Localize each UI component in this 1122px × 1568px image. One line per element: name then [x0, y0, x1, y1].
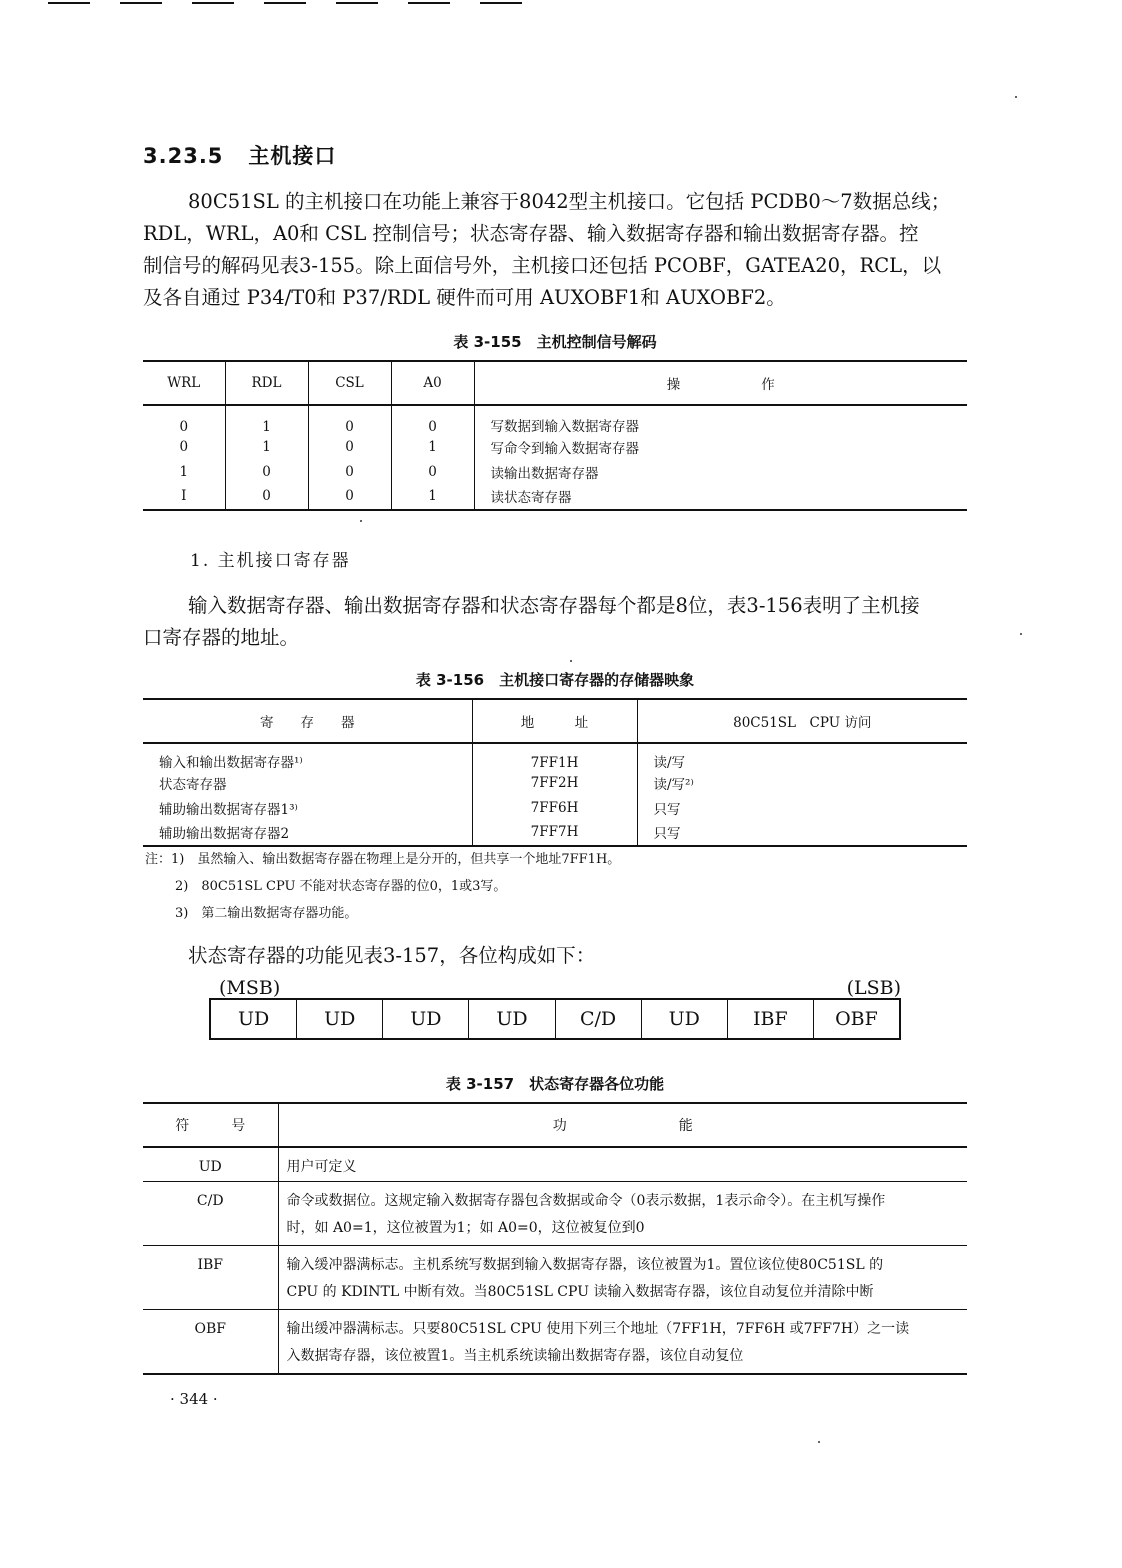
- table-156: [143, 698, 967, 847]
- note-item: 2) 80C51SL CPU 不能对状态寄存器的位0，1或3写。: [175, 879, 507, 894]
- paragraph-line: 输入数据寄存器、输出数据寄存器和状态寄存器每个都是8位，表3-156表明了主机接: [188, 594, 920, 617]
- table-header-row: [143, 361, 967, 405]
- table-cell: 1: [391, 484, 474, 510]
- col-header: A0: [391, 361, 474, 405]
- register-bit-cell: C/D: [555, 1000, 641, 1038]
- col-header: 80C51SL CPU 访问: [637, 699, 967, 743]
- table-row: [143, 1310, 967, 1374]
- table-cell: 1: [391, 435, 474, 460]
- function-cell: [278, 1147, 967, 1182]
- note-item: 1) 虽然输入、输出数据寄存器在物理上是分开的，但共享一个地址7FF1H。: [171, 852, 621, 867]
- table-header-row: [143, 699, 967, 743]
- symbol-cell: IBF: [143, 1246, 278, 1310]
- table-notes: [145, 846, 620, 927]
- intro-line: RDL，WRL，A0和 CSL 控制信号；状态寄存器、输入数据寄存器和输出数据寄存器。控: [143, 222, 919, 245]
- col-header: RDL: [225, 361, 308, 405]
- table-cell: 读/写²⁾: [637, 771, 967, 796]
- scan-speck: [1015, 96, 1017, 98]
- registers-paragraph: [143, 590, 967, 654]
- table-cell: 写命令到输入数据寄存器: [474, 435, 967, 460]
- note-item: 3) 第二输出数据寄存器功能。: [175, 906, 358, 921]
- scan-speck: [360, 520, 362, 522]
- register-bit-cell: UD: [382, 1000, 468, 1038]
- table-row: [143, 771, 967, 796]
- table-row: [143, 435, 967, 460]
- scan-speck: [818, 1441, 820, 1443]
- register-bit-cell: UD: [641, 1000, 727, 1038]
- table-cell: 只写: [637, 796, 967, 821]
- col-header: 功 能: [278, 1103, 967, 1147]
- function-line: 时，如 A0=1，这位被置为1；如 A0=0，这位被复位到0: [286, 1220, 645, 1236]
- lsb-label: (LSB): [846, 977, 901, 999]
- table-row: [143, 1182, 967, 1246]
- table-row: [143, 1246, 967, 1310]
- table-cell: 1: [225, 405, 308, 435]
- function-line: 入数据寄存器，该位被置1。当主机系统读输出数据寄存器，该位自动复位: [286, 1348, 744, 1364]
- table-cell: 0: [225, 460, 308, 485]
- function-line: 输出缓冲器满标志。只要80C51SL CPU 使用下列三个地址（7FF1H，7FF6H 或7FF7H）之一读: [286, 1321, 910, 1337]
- col-header: WRL: [143, 361, 225, 405]
- register-bit-cell: UD: [468, 1000, 554, 1038]
- table-row: [143, 484, 967, 510]
- table-row: [143, 743, 967, 771]
- status-register-bit-layout: [209, 978, 901, 1040]
- symbol-cell: OBF: [143, 1310, 278, 1374]
- table-row: [143, 405, 967, 435]
- table-157: [143, 1102, 967, 1375]
- col-header: 地 址: [472, 699, 637, 743]
- function-line: 用户可定义: [286, 1159, 357, 1175]
- table-155: [143, 360, 967, 511]
- symbol-cell: UD: [143, 1147, 278, 1182]
- table-cell: 1: [179, 463, 189, 480]
- msb-label: (MSB): [219, 977, 281, 999]
- table-cell: 0: [391, 460, 474, 485]
- table-cell: 7FF7H: [472, 820, 637, 846]
- function-cell: [278, 1182, 967, 1246]
- scan-speck: [570, 660, 572, 662]
- table-cell: 0: [308, 484, 391, 510]
- section-number: 3.23.5: [143, 144, 224, 168]
- function-cell: [278, 1310, 967, 1374]
- table-cell: 读输出数据寄存器: [474, 460, 967, 485]
- table-row: [143, 460, 967, 485]
- table-cell: 7FF2H: [472, 771, 637, 796]
- register-bit-cell: OBF: [813, 1000, 899, 1038]
- table-cell: I: [143, 484, 225, 510]
- intro-line: 制信号的解码见表3-155。除上面信号外，主机接口还包括 PCOBF，GATEA20，RCL，以: [143, 254, 942, 277]
- table-155-caption: 表 3-155 主机控制信号解码: [453, 333, 657, 351]
- table-cell: 状态寄存器: [159, 777, 227, 794]
- register-bit-row: [209, 998, 901, 1040]
- table-cell: 7FF6H: [472, 796, 637, 821]
- intro-line: 及各自通过 P34/T0和 P37/RDL 硬件而可用 AUXOBF1和 AUXOBF2。: [143, 286, 786, 309]
- table-cell: 0: [225, 484, 308, 510]
- status-paragraph: 状态寄存器的功能见表3-157，各位构成如下：: [188, 944, 596, 967]
- col-header: CSL: [308, 361, 391, 405]
- subsection-heading: 1. 主机接口寄存器: [190, 551, 351, 571]
- table-header-row: [143, 1103, 967, 1147]
- page-number: · 344 ·: [170, 1390, 218, 1408]
- table-cell: 0: [308, 405, 391, 435]
- paragraph-line: 口寄存器的地址。: [143, 626, 300, 649]
- table-cell: 写数据到输入数据寄存器: [474, 405, 967, 435]
- table-cell: 读状态寄存器: [474, 484, 967, 510]
- notes-prefix: 注：: [145, 852, 172, 867]
- table-cell: 0: [308, 435, 391, 460]
- table-156-caption: 表 3-156 主机接口寄存器的存储器映象: [415, 671, 695, 689]
- table-cell: 0: [308, 460, 391, 485]
- intro-line: 80C51SL 的主机接口在功能上兼容于8042型主机接口。它包括 PCDB0～7数据总线；: [188, 190, 951, 213]
- table-cell: 输入和输出数据寄存器¹⁾: [159, 755, 303, 771]
- table-cell: 辅助输出数据寄存器1³⁾: [159, 801, 298, 818]
- table-cell: 读/写: [637, 743, 967, 771]
- function-cell: [278, 1246, 967, 1310]
- symbol-cell: C/D: [143, 1182, 278, 1246]
- table-cell: 0: [391, 405, 474, 435]
- table-157-caption: 表 3-157 状态寄存器各位功能: [445, 1075, 665, 1093]
- table-row: [143, 796, 967, 821]
- table-row: [143, 1147, 967, 1182]
- section-title: 主机接口: [248, 144, 337, 168]
- table-cell: 1: [225, 435, 308, 460]
- function-line: CPU 的 KDINTL 中断有效。当80C51SL CPU 读输入数据寄存器，该位自动复位并清除中断: [286, 1284, 874, 1300]
- col-header: 操 作: [474, 361, 967, 405]
- intro-paragraph: [143, 186, 967, 314]
- col-header: 寄 存 器: [143, 699, 472, 743]
- table-cell: 辅助输出数据寄存器2: [143, 820, 472, 846]
- function-line: 输入缓冲器满标志。主机系统写数据到输入数据寄存器，该位被置为1。置位该位使80C51SL 的: [286, 1257, 884, 1273]
- function-line: 命令或数据位。这规定输入数据寄存器包含数据或命令（0表示数据，1表示命令）。在主机写操作: [286, 1193, 886, 1209]
- section-heading: [143, 140, 336, 170]
- table-row: [143, 820, 967, 846]
- table-cell: 0: [179, 419, 189, 435]
- table-cell: 7FF1H: [472, 743, 637, 771]
- table-cell: 0: [179, 439, 189, 456]
- register-bit-cell: UD: [237, 1008, 270, 1030]
- register-bit-cell: UD: [296, 1000, 382, 1038]
- table-cell: 只写: [637, 820, 967, 846]
- col-header: 符 号: [143, 1103, 278, 1147]
- register-bit-cell: IBF: [727, 1000, 813, 1038]
- scan-speck: [1020, 633, 1022, 635]
